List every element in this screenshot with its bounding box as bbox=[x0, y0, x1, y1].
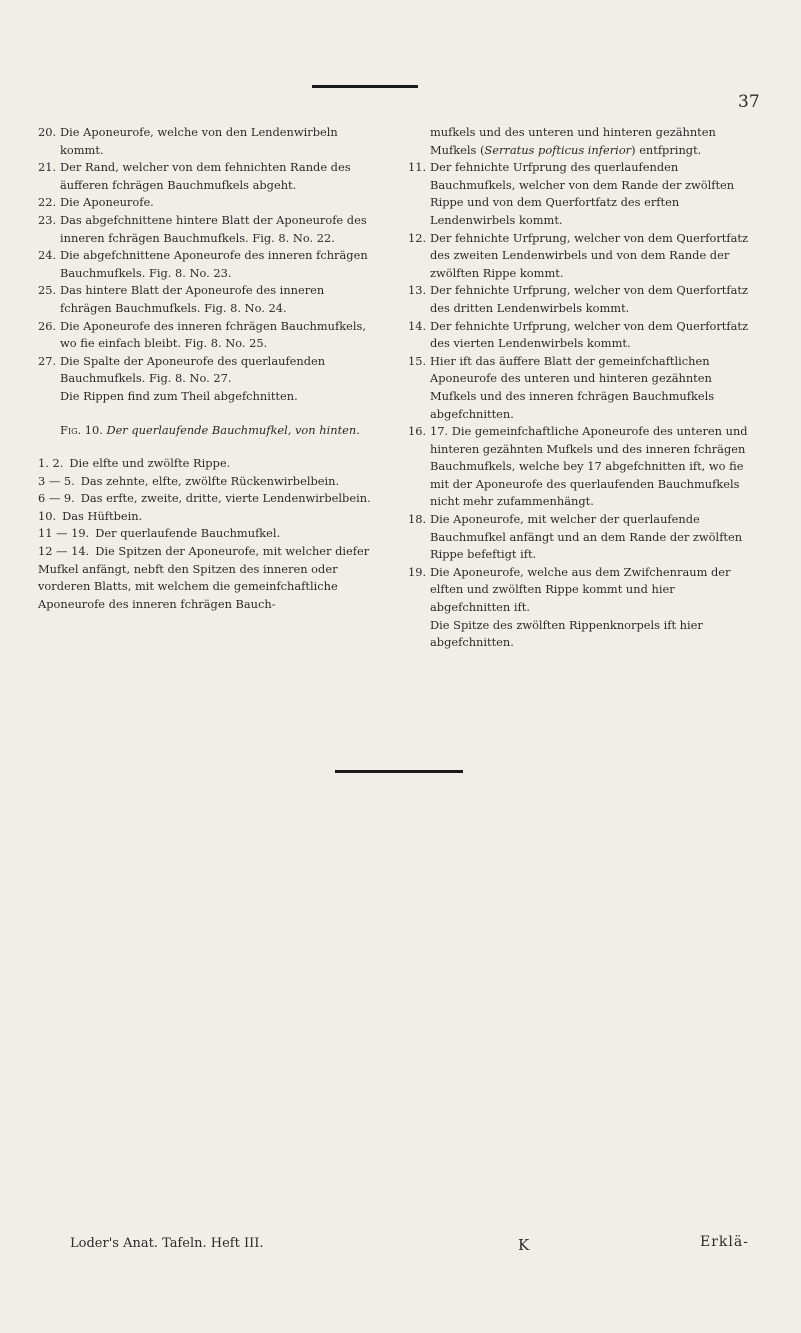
right-entry bbox=[408, 564, 756, 617]
left-entry bbox=[38, 282, 372, 317]
left-closing-line: Die Rippen find zum Theil abgefchnitten. bbox=[60, 388, 298, 403]
right-entry bbox=[408, 353, 756, 423]
figure-entry bbox=[38, 525, 372, 543]
left-entry bbox=[38, 247, 372, 282]
left-entry-number: 25. bbox=[38, 283, 57, 298]
figure-heading bbox=[60, 422, 372, 440]
figure-entry-text: Das zehnte, elfte, zwölfte Rückenwirbelbein. bbox=[80, 473, 340, 488]
right-entry-number: 11. bbox=[408, 160, 427, 175]
left-column bbox=[38, 124, 372, 613]
left-entry-number: 27. bbox=[38, 353, 57, 368]
left-entry-text: Die Aponeurofe, welche von den Lendenwirbeln kommt. bbox=[60, 125, 338, 157]
right-entry-list bbox=[408, 159, 756, 616]
left-entry bbox=[38, 194, 372, 212]
right-entry-number: 19. bbox=[408, 564, 427, 579]
right-entry bbox=[408, 318, 756, 353]
figure-entry-text: Die elfte und zwölfte Rippe. bbox=[69, 456, 231, 471]
figure-title: Der querlaufende Bauchmufkel, von hinten. bbox=[106, 422, 360, 437]
figure-entry-number: 10. bbox=[38, 508, 57, 523]
figure-entry-number: 11 — 19. bbox=[38, 526, 90, 541]
right-entry bbox=[408, 511, 756, 564]
signature-mark: K bbox=[518, 1236, 530, 1254]
left-entry-text: Der Rand, welcher von dem fehnichten Rande des äufferen fchrägen Bauchmufkels abgeht. bbox=[60, 160, 351, 192]
footer-title: Loder's Anat. Tafeln. Heft III. bbox=[70, 1236, 264, 1251]
figure-entry bbox=[38, 473, 372, 491]
figure-entry-text: Der querlaufende Bauchmufkel. bbox=[95, 526, 281, 541]
right-entry-number: 13. bbox=[408, 283, 427, 298]
left-entry bbox=[38, 212, 372, 247]
left-entry-number: 26. bbox=[38, 318, 57, 333]
figure-entry bbox=[38, 508, 372, 526]
figure-entry-text: Die Spitzen der Aponeurofe, mit welcher diefer Mufkel anfängt, nebft den Spitzen des inneren oder vorderen Blatts, mit welchem die gemeinfchaftliche Aponeurofe des inneren fchrägen Bauch- bbox=[38, 544, 370, 611]
figure-entry-text: Das erfte, zweite, dritte, vierte Lendenwirbelbein. bbox=[80, 491, 371, 506]
figure-entry bbox=[38, 455, 372, 473]
left-entry-number: 24. bbox=[38, 248, 57, 263]
figure-entry-list bbox=[38, 455, 372, 613]
right-opening-line: mufkels und des unteren und hinteren gezähnten Mufkels (Serratus pofticus inferior) entfpringt. bbox=[430, 125, 716, 157]
right-entry-number: 18. bbox=[408, 512, 427, 527]
right-closing-line: Die Spitze des zwölften Rippenknorpels ift hier abgefchnitten. bbox=[430, 617, 703, 650]
left-entry-number: 20. bbox=[38, 125, 57, 139]
right-entry-text: Der fehnichte Urfprung, welcher von dem Querfortfatz des dritten Lendenwirbels kommt. bbox=[430, 283, 748, 315]
left-entry bbox=[38, 159, 372, 194]
figure-label: Fig. 10. bbox=[60, 422, 103, 437]
left-entry-text: Die Aponeurofe des inneren fchrägen Bauchmufkels, wo fie einfach bleibt. Fig. 8. No. 25. bbox=[60, 318, 366, 351]
right-entry bbox=[408, 159, 756, 229]
right-entry bbox=[408, 423, 756, 511]
right-entry-number: 15. bbox=[408, 353, 427, 368]
left-entry-list bbox=[38, 124, 372, 388]
right-entry-text: Hier ift das äuffere Blatt der gemeinfchaftlichen Aponeurofe des unteren und hinteren gezähnten Mufkels und des inneren fchrägen Bauchmufkels abgefchnitten. bbox=[430, 353, 715, 421]
left-entry bbox=[38, 124, 372, 159]
right-entry-number: 16. bbox=[408, 424, 427, 439]
latin-muscle-name: Serratus pofticus inferior bbox=[484, 142, 632, 157]
right-entry-number: 14. bbox=[408, 318, 427, 333]
figure-entry-number: 6 — 9. bbox=[38, 491, 75, 506]
left-entry bbox=[38, 318, 372, 353]
middle-rule bbox=[335, 770, 463, 773]
figure-entry-text: Das Hüftbein. bbox=[62, 508, 143, 523]
page-number: 37 bbox=[738, 92, 760, 112]
figure-entry bbox=[38, 490, 372, 508]
left-entry-text: Das abgefchnittene hintere Blatt der Aponeurofe des inneren fchrägen Bauchmufkels. Fig. 8. No. 22. bbox=[60, 212, 367, 245]
left-entry-text: Die abgefchnittene Aponeurofe des inneren fchrägen Bauchmufkels. Fig. 8. No. 23. bbox=[60, 248, 368, 280]
right-column bbox=[408, 124, 756, 652]
figure-entry-number: 12 — 14. bbox=[38, 544, 90, 559]
right-entry bbox=[408, 230, 756, 283]
right-entry-text: 17. Die gemeinfchaftliche Aponeurofe des unteren und hinteren gezähnten Mufkels und des inneren fchrägen Bauchmufkels, welche bey 17 abgefchnitten ift, wo fie mit der Aponeurofe des querlaufenden Bauchmufkels nicht mehr zufammenhängt. bbox=[430, 424, 748, 509]
left-entry-text: Das hintere Blatt der Aponeurofe des inneren fchrägen Bauchmufkels. Fig. 8. No. 24. bbox=[60, 283, 325, 315]
right-entry-text: Die Aponeurofe, mit welcher der querlaufende Bauchmufkel anfängt und an dem Rande der zwölften Rippe befeftigt ift. bbox=[430, 512, 743, 562]
left-entry bbox=[38, 353, 372, 388]
left-entry-text: Die Spalte der Aponeurofe des querlaufenden Bauchmufkels. Fig. 8. No. 27. bbox=[60, 353, 326, 386]
left-entry-number: 22. bbox=[38, 195, 57, 210]
figure-entry-number: 3 — 5. bbox=[38, 473, 75, 488]
figure-entry-number: 1. 2. bbox=[38, 456, 64, 471]
figure-entry bbox=[38, 543, 372, 613]
catchword: Erklä- bbox=[700, 1234, 749, 1250]
right-entry-number: 12. bbox=[408, 230, 427, 245]
left-entry-text: Die Aponeurofe. bbox=[60, 195, 154, 210]
right-entry-text: Der fehnichte Urfprung, welcher von dem Querfortfatz des zweiten Lendenwirbels und von dem Rande der zwölften Rippe kommt. bbox=[430, 230, 748, 280]
right-entry-text: Der fehnichte Urfprung des querlaufenden Bauchmufkels, welcher von dem Rande der zwölften Rippe und von dem Querfortfatz des erften Lendenwirbels kommt. bbox=[430, 160, 735, 227]
top-rule bbox=[312, 85, 418, 88]
left-entry-number: 21. bbox=[38, 160, 57, 175]
right-entry-text: Die Aponeurofe, welche aus dem Zwifchenraum der elften und zwölften Rippe kommt und hier abgefchnitten ift. bbox=[430, 564, 731, 615]
left-entry-number: 23. bbox=[38, 212, 57, 227]
right-entry bbox=[408, 282, 756, 317]
right-entry-text: Der fehnichte Urfprung, welcher von dem Querfortfatz des vierten Lendenwirbels kommt. bbox=[430, 318, 748, 351]
